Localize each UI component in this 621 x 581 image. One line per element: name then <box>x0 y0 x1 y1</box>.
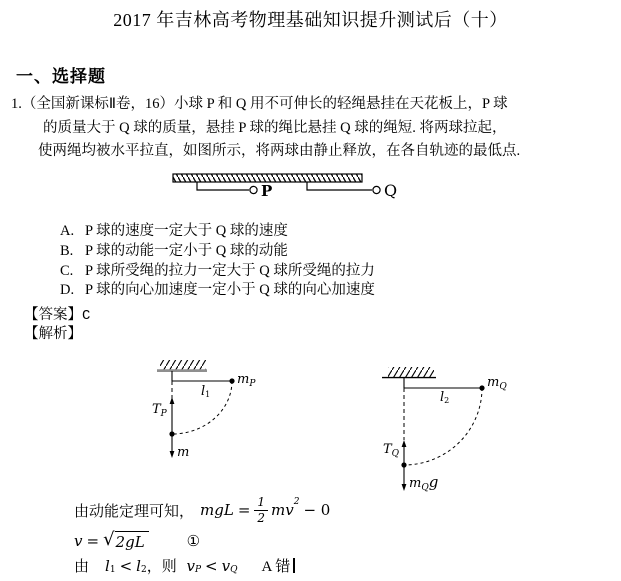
mass-q-label: $m_Q$ <box>487 375 507 392</box>
less-than-sign: < <box>205 556 218 575</box>
solution-line-3 <box>74 555 295 576</box>
less-than-sign: < <box>119 556 133 575</box>
option-d <box>60 281 375 301</box>
option-c-text: P 球所受绳的拉力一定大于 Q 球所受绳的拉力 <box>85 262 375 279</box>
tension-arrowhead <box>170 397 175 404</box>
radicand: 2gL <box>115 531 149 551</box>
var-l2-sub: 2 <box>140 565 147 575</box>
question-line-3: 使两绳均被水平拉直，如图所示，将两球由静止释放，在各自轨迹的最低点. <box>38 143 521 159</box>
formula-1-tail: − 0 <box>303 501 331 520</box>
question-line-1: 1.（全国新课标Ⅱ卷，16）小球 P 和 Q 用不可伸长的轻绳悬挂在天花板上，P 球 <box>11 96 508 112</box>
string-q <box>307 182 372 190</box>
option-b-text: P 球的动能一定小于 Q 球的动能 <box>85 242 288 259</box>
option-d-text: P 球的向心加速度一定小于 Q 球的向心加速度 <box>85 282 375 299</box>
equation-tag: ① <box>186 533 201 550</box>
var-vq-sub: Q <box>230 565 238 575</box>
weight-p-label: m <box>177 445 190 460</box>
length-l1-label: l1 <box>201 384 211 399</box>
answer-value: C <box>82 308 91 324</box>
option-c <box>60 262 375 282</box>
mass-p-label: $m_P$ <box>237 372 256 389</box>
weight-arrowhead <box>170 451 175 458</box>
fraction-one-half <box>254 496 268 524</box>
ball-p-circle <box>250 186 257 193</box>
option-a-text: P 球的速度一定大于 Q 球的速度 <box>85 223 288 239</box>
solution-figure-p <box>148 356 278 468</box>
length-l2-label: l2 <box>440 390 450 405</box>
weight-q-label: $m_Qg$ <box>409 473 439 493</box>
weight-arrowhead <box>402 484 407 491</box>
solution-line-1-text: 由动能定理可知， <box>74 503 195 520</box>
string-p <box>197 182 249 190</box>
var-l1: l <box>105 556 110 575</box>
ceiling-bar <box>173 174 362 182</box>
solution-line-3-mid: ，则 <box>146 559 181 575</box>
page-title: 2017 年吉林高考物理基础知识提升测试后（十） <box>113 10 508 30</box>
var-l2: l <box>136 556 141 575</box>
analysis-label: 【解析】 <box>24 326 82 342</box>
tension-p-label: $T_P$ <box>152 402 167 419</box>
answer-label: 【答案】 <box>24 307 82 323</box>
ceiling-hatch <box>160 360 206 370</box>
solution-line-2 <box>74 531 200 551</box>
exponent: 2 <box>293 497 300 507</box>
radical-sign: √ <box>103 529 115 550</box>
var-vp: v <box>186 556 195 575</box>
formula-1-mid: mv <box>271 501 294 520</box>
var-vp-sub: P <box>194 565 201 575</box>
tension-q-label: $T_Q$ <box>383 442 400 459</box>
fraction-numerator: 1 <box>254 496 268 511</box>
formula-2-lhs: v <box>74 532 83 550</box>
option-a <box>60 222 375 242</box>
tension-arrowhead <box>402 440 407 447</box>
ball-p-label: P <box>261 182 273 200</box>
solution-figure-q <box>368 360 528 495</box>
formula-1-lhs: mgL <box>200 501 234 520</box>
question-line-2: 的质量大于 Q 球的质量，悬挂 P 球的绳比悬挂 Q 球的绳短. 将两球拉起， <box>43 119 507 136</box>
answer-line <box>24 303 90 324</box>
question-figure <box>168 168 408 202</box>
ceiling-hatch <box>388 367 434 377</box>
option-a-label: A. <box>60 223 75 239</box>
option-b-label: B. <box>60 242 74 259</box>
section-heading: 一、选择题 <box>16 67 106 86</box>
equals-sign: = <box>237 501 251 520</box>
fraction-denominator: 2 <box>257 510 266 525</box>
ball-q-label: Q <box>384 181 398 200</box>
option-d-label: D. <box>60 282 75 299</box>
sqrt-radical <box>103 531 149 551</box>
var-vq: v <box>221 556 231 575</box>
var-l1-sub: 1 <box>109 565 116 575</box>
solution-line-3-text: 由 <box>74 559 90 575</box>
options-list <box>60 222 375 301</box>
question-block <box>11 93 611 164</box>
text-cursor <box>293 558 295 573</box>
equals-sign: = <box>86 532 100 550</box>
option-b <box>60 242 375 262</box>
conclusion-text: A 错 <box>261 559 291 575</box>
ball-q-circle <box>373 186 380 193</box>
solution-line-1 <box>74 496 334 524</box>
option-c-label: C. <box>60 262 74 279</box>
